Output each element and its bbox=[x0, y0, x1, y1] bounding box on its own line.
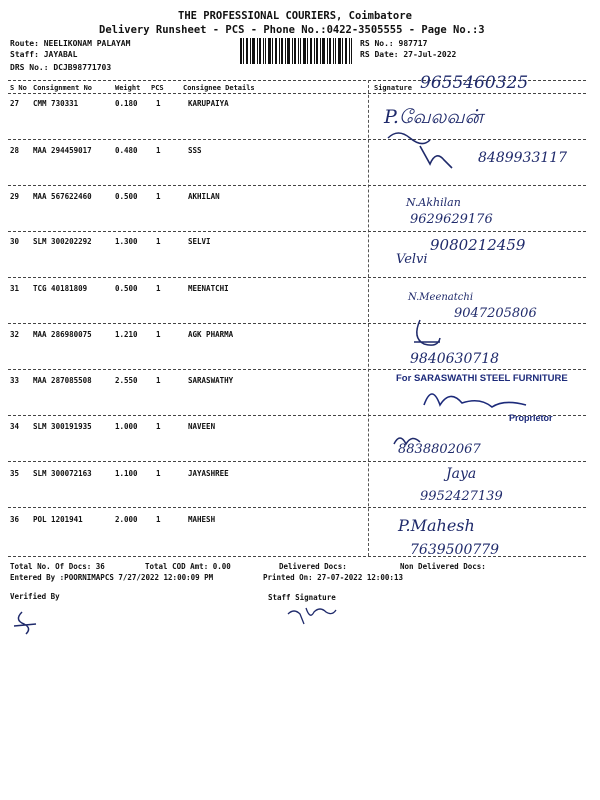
staff-signature-label: Staff Signature bbox=[268, 593, 336, 602]
stamp-role: Proprietor bbox=[509, 413, 553, 423]
row-consignment-no: CMM 730331 bbox=[33, 99, 79, 108]
signature-scribble bbox=[410, 318, 450, 358]
row-consignee-name: MEENATCHI bbox=[188, 284, 229, 293]
handwritten-signature: P.வேலவன் bbox=[384, 106, 484, 128]
row-separator bbox=[8, 277, 586, 278]
row-sno: 32 bbox=[10, 330, 20, 339]
col-header-weight: Weight bbox=[115, 84, 141, 92]
total-docs: Total No. Of Docs: 36 bbox=[10, 562, 105, 571]
row-pcs: 1 bbox=[156, 284, 161, 293]
row-weight: 2.000 bbox=[115, 515, 138, 524]
row-pcs: 1 bbox=[156, 192, 161, 201]
non-delivered-docs: Non Delivered Docs: bbox=[400, 562, 486, 571]
row-pcs: 1 bbox=[156, 376, 161, 385]
row-consignment-no: MAA 287085508 bbox=[33, 376, 92, 385]
row-consignment-no: SLM 300191935 bbox=[33, 422, 92, 431]
barcode-image bbox=[240, 38, 352, 64]
row-consignee-name: KARUPAIYA bbox=[188, 99, 229, 108]
staff-label: Staff: JAYABAL bbox=[10, 50, 78, 59]
signature-scribble bbox=[390, 430, 430, 452]
row-pcs: 1 bbox=[156, 469, 161, 478]
printed-on: Printed On: 27-07-2022 12:00:13 bbox=[263, 573, 403, 582]
handwritten-signature: Jaya bbox=[446, 466, 477, 482]
verified-by-label: Verified By bbox=[10, 592, 60, 601]
row-weight: 0.500 bbox=[115, 192, 138, 201]
row-sno: 36 bbox=[10, 515, 20, 524]
route-label: Route: NEELIKONAM PALAYAM bbox=[10, 39, 131, 48]
company-title: THE PROFESSIONAL COURIERS, Coimbatore bbox=[178, 10, 412, 22]
row-consignment-no: TCG 40181809 bbox=[33, 284, 88, 293]
signature-scribble bbox=[380, 128, 590, 188]
row-weight: 1.000 bbox=[115, 422, 138, 431]
handwritten-signature: Velvi bbox=[396, 252, 428, 267]
row-consignee-name: JAYASHREE bbox=[188, 469, 229, 478]
col-header-sno: S No bbox=[10, 84, 27, 92]
row-weight: 0.500 bbox=[115, 284, 138, 293]
row-pcs: 1 bbox=[156, 99, 161, 108]
col-header-consignee: Consignee Details bbox=[183, 84, 255, 92]
handwritten-phone: 8838802067 bbox=[398, 442, 481, 457]
handwritten-phone: 7639500779 bbox=[410, 542, 500, 558]
handwritten-phone: 8489933117 bbox=[478, 150, 568, 166]
table-bottom-rule bbox=[8, 556, 586, 557]
row-consignment-no: MAA 286980075 bbox=[33, 330, 92, 339]
col-header-signature: Signature bbox=[374, 84, 412, 92]
row-separator bbox=[8, 461, 586, 462]
total-cod-amount: Total COD Amt: 0.00 bbox=[145, 562, 231, 571]
row-sno: 33 bbox=[10, 376, 20, 385]
row-sno: 27 bbox=[10, 99, 20, 108]
row-consignment-no: MAA 294459017 bbox=[33, 146, 92, 155]
row-consignee-name: SELVI bbox=[188, 237, 211, 246]
handwritten-phone: 9952427139 bbox=[420, 489, 503, 504]
signature-scribble bbox=[420, 385, 530, 415]
table-header-rule bbox=[8, 93, 586, 94]
row-consignee-name: SARASWATHY bbox=[188, 376, 234, 385]
row-sno: 29 bbox=[10, 192, 20, 201]
handwritten-signature: N.Meenatchi bbox=[408, 292, 474, 303]
row-separator bbox=[8, 415, 586, 416]
row-consignee-name: SSS bbox=[188, 146, 202, 155]
row-sno: 31 bbox=[10, 284, 20, 293]
handwritten-signature: P.Mahesh bbox=[398, 516, 475, 535]
handwritten-phone: 9080212459 bbox=[430, 236, 526, 254]
col-header-consignment: Consignment No bbox=[33, 84, 93, 92]
handwritten-phone: 9655460325 bbox=[420, 73, 529, 93]
signature-column-divider bbox=[368, 80, 369, 556]
row-consignment-no: SLM 300072163 bbox=[33, 469, 92, 478]
rs-number: RS No.: 987717 bbox=[360, 39, 428, 48]
row-weight: 0.180 bbox=[115, 99, 138, 108]
row-weight: 1.300 bbox=[115, 237, 138, 246]
col-header-pcs: PCS bbox=[151, 84, 164, 92]
row-sno: 30 bbox=[10, 237, 20, 246]
row-weight: 1.210 bbox=[115, 330, 138, 339]
runsheet-subtitle: Delivery Runsheet - PCS - Phone No.:0422-3505555 - Page No.:3 bbox=[99, 24, 485, 36]
row-pcs: 1 bbox=[156, 237, 161, 246]
row-consignment-no: POL 1201941 bbox=[33, 515, 83, 524]
delivered-docs: Delivered Docs: bbox=[279, 562, 347, 571]
row-separator bbox=[8, 369, 586, 370]
staff-signature-mark bbox=[284, 598, 344, 628]
row-pcs: 1 bbox=[156, 146, 161, 155]
row-weight: 0.480 bbox=[115, 146, 138, 155]
verified-signature-mark bbox=[12, 606, 42, 636]
company-stamp: For SARASWATHI STEEL FURNITURE bbox=[396, 373, 568, 384]
row-separator bbox=[8, 507, 586, 508]
drs-number: DRS No.: DCJB98771703 bbox=[10, 63, 112, 72]
handwritten-signature: N.Akhilan bbox=[406, 196, 461, 209]
row-separator bbox=[8, 231, 586, 232]
row-separator bbox=[8, 323, 586, 324]
row-pcs: 1 bbox=[156, 515, 161, 524]
row-pcs: 1 bbox=[156, 422, 161, 431]
handwritten-phone: 9629629176 bbox=[410, 212, 493, 227]
row-consignee-name: MAHESH bbox=[188, 515, 216, 524]
entered-by: Entered By :POORNIMAPCS 7/27/2022 12:00:09 PM bbox=[10, 573, 214, 582]
row-weight: 1.100 bbox=[115, 469, 138, 478]
row-sno: 35 bbox=[10, 469, 20, 478]
handwritten-phone: 9047205806 bbox=[454, 306, 537, 321]
row-consignment-no: SLM 300202292 bbox=[33, 237, 92, 246]
row-sno: 34 bbox=[10, 422, 20, 431]
row-consignee-name: AKHILAN bbox=[188, 192, 220, 201]
row-sno: 28 bbox=[10, 146, 20, 155]
handwritten-phone: 9840630718 bbox=[410, 351, 500, 367]
row-consignee-name: NAVEEN bbox=[188, 422, 216, 431]
row-consignment-no: MAA 567622460 bbox=[33, 192, 92, 201]
rs-date: RS Date: 27-Jul-2022 bbox=[360, 50, 457, 59]
row-consignee-name: AGK PHARMA bbox=[188, 330, 234, 339]
row-pcs: 1 bbox=[156, 330, 161, 339]
row-weight: 2.550 bbox=[115, 376, 138, 385]
